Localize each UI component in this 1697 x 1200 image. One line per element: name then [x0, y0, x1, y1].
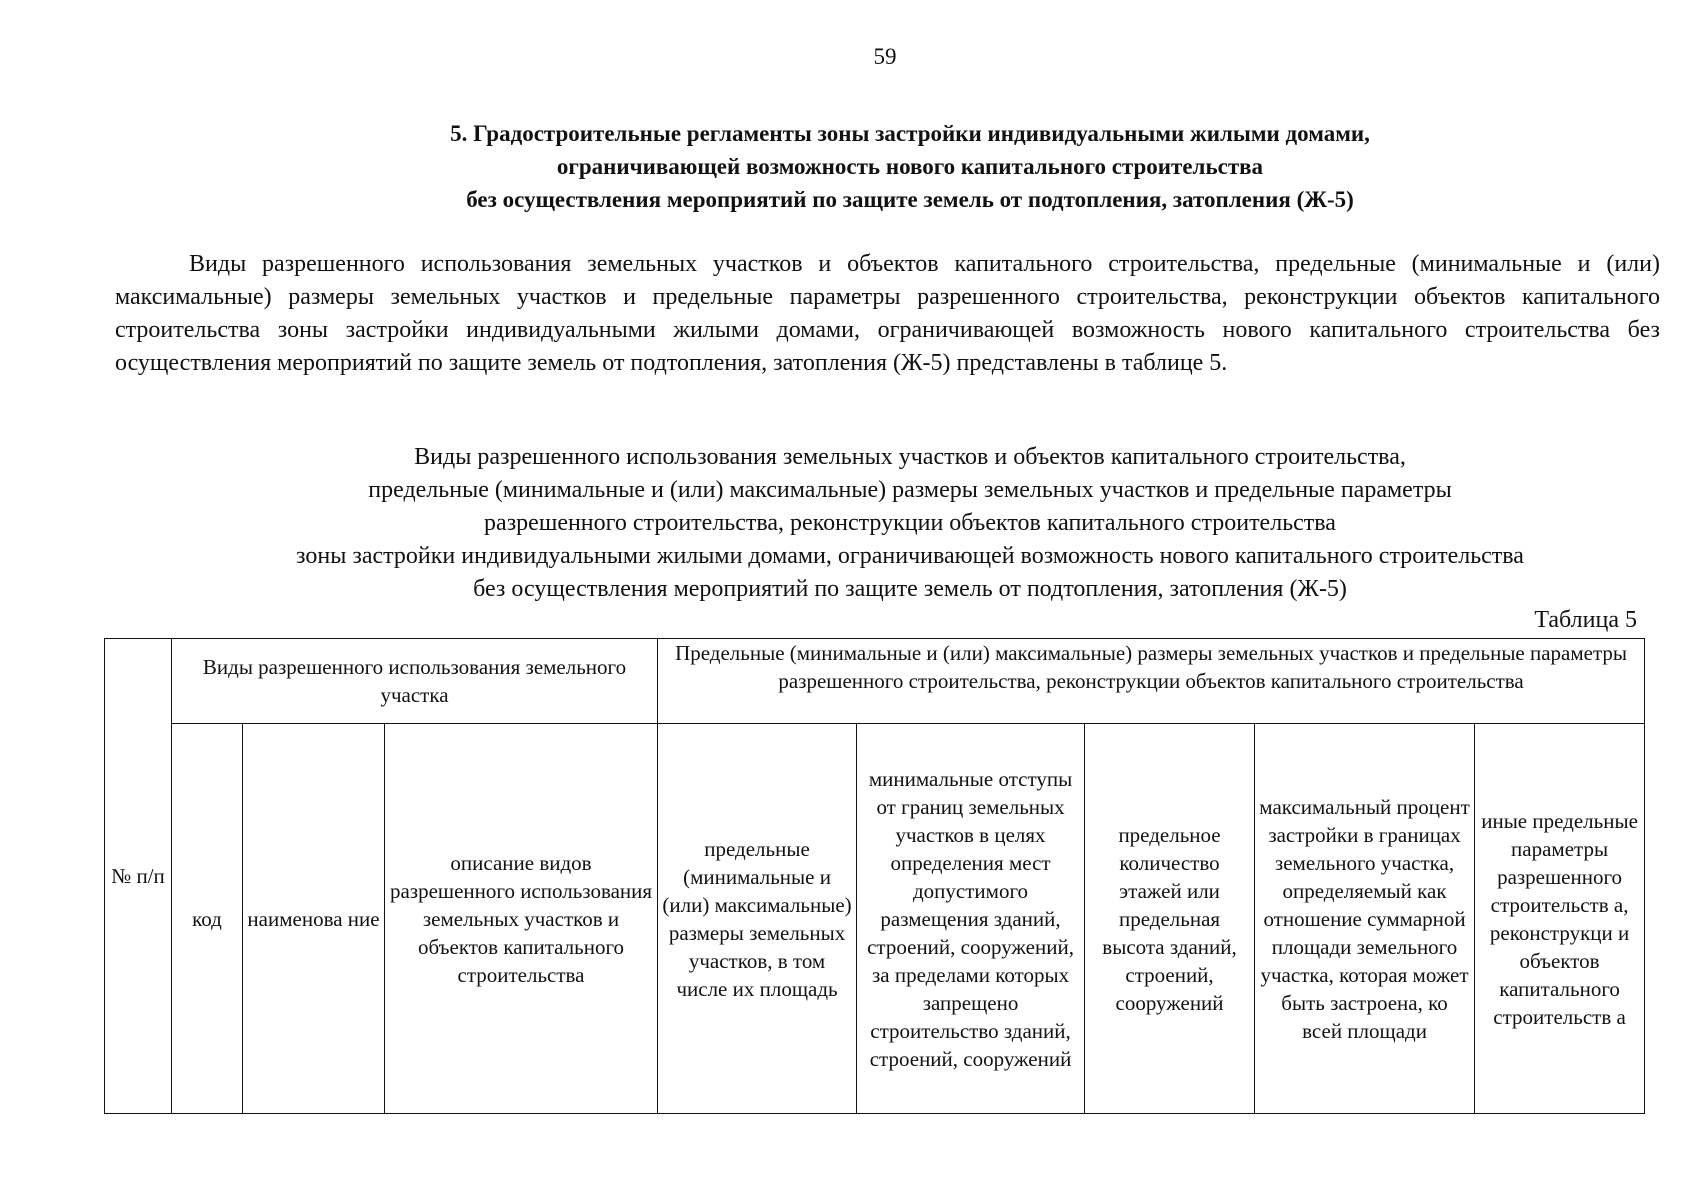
header-setbacks: минимальные отступы от границ земельных участков в целях определения мест допустимого размещения зданий, строений, сооружений, за пределами которых запрещено строительство зданий, строений, сооружений: [857, 724, 1085, 1114]
header-code: код: [172, 724, 243, 1114]
intro-paragraph-block: [115, 248, 1660, 380]
header-number: № п/п: [105, 639, 172, 1114]
table-label: Таблица 5: [1534, 607, 1637, 633]
header-group-permitted-use: Виды разрешенного использования земельного участка: [172, 639, 658, 724]
caption-line-3: разрешенного строительства, реконструкции объектов капитального строительства: [484, 510, 1336, 536]
header-other: иные предельные параметры разрешенного строительств а, реконструкци и объектов капитального строительств а: [1475, 724, 1645, 1114]
heading-line-2: ограничивающей возможность нового капитального строительства: [556, 154, 1264, 179]
header-coverage: максимальный процент застройки в границах земельного участка, определяемый как отношение суммарной площади земельного участка, которая может быть застроена, ко всей площади: [1255, 724, 1475, 1114]
caption-line-2: предельные (минимальные и (или) максимальные) размеры земельных участков и предельные параметры: [368, 477, 1452, 503]
heading-line-3: без осуществления мероприятий по защите земель от подтопления, затопления (Ж-5): [466, 187, 1354, 212]
header-group-limits: Предельные (минимальные и (или) максимальные) размеры земельных участков и предельные параметры разрешенного строительства, реконструкции объектов капитального строительства: [658, 639, 1645, 724]
caption-line-1: Виды разрешенного использования земельных участков и объектов капитального строительства,: [414, 444, 1406, 470]
section-heading: [100, 117, 1697, 216]
header-plot-size: предельные (минимальные и (или) максимальные) размеры земельных участков, в том числе их площадь: [658, 724, 857, 1114]
header-name: наименова ние: [243, 724, 385, 1114]
intro-paragraph: Виды разрешенного использования земельных участков и объектов капитального строительства, предельные (минимальные и (или) максимальные) размеры земельных участков и предельные параметры разрешенного строительства, реконструкции объектов капитального строительства зоны застройки индивидуальными жилыми домами, ограничивающей возможность нового капитального строительства без осуществления мероприятий по защите земель от подтопления, затопления (Ж-5) представлены в таблице 5.: [115, 251, 1660, 376]
caption-line-5: без осуществления мероприятий по защите земель от подтопления, затопления (Ж-5): [473, 576, 1347, 602]
heading-line-1: 5. Градостроительные регламенты зоны застройки индивидуальными жилыми домами,: [450, 121, 1370, 146]
header-description: описание видов разрешенного использования земельных участков и объектов капитального строительства: [385, 724, 658, 1114]
page-number: 59: [873, 44, 897, 69]
table-caption: [80, 441, 1697, 606]
regulations-table: [104, 638, 1645, 1114]
header-floors: предельное количество этажей или предельная высота зданий, строений, сооружений: [1085, 724, 1255, 1114]
caption-line-4: зоны застройки индивидуальными жилыми домами, ограничивающей возможность нового капитального строительства: [296, 543, 1524, 569]
